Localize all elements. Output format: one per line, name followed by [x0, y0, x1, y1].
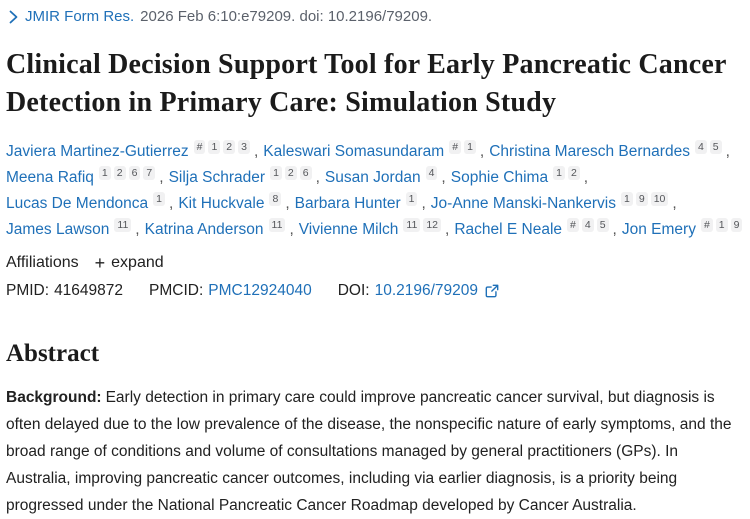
- affiliation-superscript[interactable]: 1: [464, 140, 476, 154]
- author-superscripts: [406, 195, 421, 212]
- author-link[interactable]: Jo-Anne Manski-Nankervis: [430, 195, 616, 212]
- affiliation-superscript[interactable]: 2: [223, 140, 235, 154]
- affiliation-superscript[interactable]: #: [701, 218, 713, 232]
- author-link[interactable]: Javiera Martinez-Gutierrez: [6, 143, 189, 160]
- affiliation-superscript[interactable]: 6: [129, 166, 141, 180]
- pmid-group: [6, 281, 123, 301]
- affiliation-superscript[interactable]: #: [567, 218, 579, 232]
- author-superscripts: [114, 221, 134, 238]
- author-superscripts: [621, 195, 671, 212]
- author-separator: ,: [725, 143, 730, 160]
- author-separator: ,: [421, 195, 426, 212]
- author-link[interactable]: Susan Jordan: [324, 169, 421, 186]
- doi-group: [338, 281, 499, 301]
- author-separator: ,: [612, 221, 617, 238]
- affiliation-superscript[interactable]: 1: [99, 166, 111, 180]
- author-separator: ,: [672, 195, 677, 212]
- author-superscripts: [99, 169, 158, 186]
- affiliations-label: Affiliations: [6, 254, 79, 271]
- affiliations-expand-button[interactable]: [95, 252, 164, 274]
- doi-label: DOI:: [337, 282, 370, 299]
- affiliation-superscript[interactable]: 6: [300, 166, 312, 180]
- affiliation-superscript[interactable]: 11: [403, 218, 420, 232]
- article-title: Clinical Decision Support Tool for Early Pancreatic Cancer Detection in Primary Care: Simulation Study: [6, 49, 727, 118]
- pmcid-label: PMCID:: [149, 282, 204, 299]
- author-separator: ,: [479, 143, 485, 160]
- author-superscripts: [153, 195, 168, 212]
- author-link[interactable]: Katrina Anderson: [144, 221, 264, 238]
- affiliation-superscript[interactable]: 1: [406, 192, 418, 206]
- identifiers-row: [6, 281, 746, 301]
- affiliation-superscript[interactable]: 11: [114, 218, 131, 232]
- author-separator: ,: [135, 221, 140, 238]
- affiliation-superscript[interactable]: 1: [153, 192, 165, 206]
- expand-label: expand: [111, 254, 164, 271]
- chevron-right-icon[interactable]: [8, 10, 19, 24]
- affiliations-row: [6, 252, 746, 274]
- citation-details: 2026 Feb 6:10:e79209. doi: 10.2196/79209.: [140, 8, 433, 25]
- author-link[interactable]: Silja Schrader: [168, 169, 266, 186]
- author-separator: ,: [445, 221, 450, 238]
- affiliation-superscript[interactable]: 3: [238, 140, 250, 154]
- author-link[interactable]: Barbara Hunter: [294, 195, 401, 212]
- affiliation-superscript[interactable]: 5: [710, 140, 722, 154]
- external-link-icon[interactable]: [485, 284, 499, 298]
- author-separator: ,: [169, 195, 174, 212]
- affiliation-superscript[interactable]: 1: [621, 192, 633, 206]
- author-separator: ,: [441, 169, 446, 186]
- affiliation-superscript[interactable]: #: [194, 140, 206, 154]
- affiliation-superscript[interactable]: 1: [208, 140, 220, 154]
- author-separator: ,: [285, 195, 290, 212]
- pmid-label: PMID:: [6, 282, 50, 299]
- author-line: [6, 217, 746, 243]
- author-link[interactable]: Rachel E Neale: [454, 221, 563, 238]
- affiliation-superscript[interactable]: 4: [695, 140, 707, 154]
- author-link[interactable]: Kit Huckvale: [178, 195, 265, 212]
- affiliation-superscript[interactable]: 2: [285, 166, 297, 180]
- affiliation-superscript[interactable]: 7: [143, 166, 155, 180]
- author-list: [6, 139, 746, 243]
- author-link[interactable]: James Lawson: [6, 221, 110, 238]
- affiliation-superscript[interactable]: 4: [582, 218, 594, 232]
- affiliation-superscript[interactable]: 4: [426, 166, 438, 180]
- affiliation-superscript[interactable]: 2: [114, 166, 126, 180]
- author-superscripts: [269, 221, 289, 238]
- author-link[interactable]: Christina Maresch Bernardes: [489, 143, 690, 160]
- affiliation-superscript[interactable]: 10: [651, 192, 669, 206]
- author-link[interactable]: Meena Rafiq: [6, 169, 94, 186]
- plus-icon: +: [94, 253, 106, 273]
- author-separator: ,: [289, 221, 294, 238]
- author-superscripts: [449, 143, 479, 160]
- affiliation-superscript[interactable]: 1: [716, 218, 728, 232]
- abstract-paragraph: [6, 384, 746, 519]
- affiliation-superscript[interactable]: 5: [597, 218, 609, 232]
- author-link[interactable]: Kaleswari Somasundaram: [263, 143, 445, 160]
- affiliation-superscript[interactable]: 8: [269, 192, 281, 206]
- author-link[interactable]: Lucas De Mendonca: [6, 195, 149, 212]
- author-line: [6, 191, 746, 217]
- author-link[interactable]: Jon Emery: [621, 221, 696, 238]
- author-superscripts: [426, 169, 441, 186]
- journal-citation: [8, 8, 746, 26]
- doi-link[interactable]: 10.2196/79209: [374, 282, 479, 299]
- author-superscripts: [194, 143, 253, 160]
- author-superscripts: [701, 221, 746, 238]
- affiliation-superscript[interactable]: 11: [269, 218, 286, 232]
- author-separator: ,: [315, 169, 320, 186]
- affiliation-superscript[interactable]: 1: [553, 166, 565, 180]
- pmcid-group: [149, 281, 312, 301]
- affiliation-superscript[interactable]: 2: [568, 166, 580, 180]
- affiliation-superscript[interactable]: 12: [423, 218, 441, 232]
- background-label: Background:: [6, 389, 102, 406]
- author-superscripts: [553, 169, 583, 186]
- author-line: [6, 165, 746, 191]
- affiliation-superscript[interactable]: 9: [731, 218, 743, 232]
- author-link[interactable]: Vivienne Milch: [298, 221, 399, 238]
- pmid-value: 41649872: [54, 282, 124, 299]
- author-separator: ,: [159, 169, 164, 186]
- pmcid-link[interactable]: PMC12924040: [208, 282, 312, 299]
- author-line: [6, 139, 746, 165]
- author-separator: ,: [253, 143, 259, 160]
- author-superscripts: [403, 221, 444, 238]
- author-separator: ,: [583, 169, 589, 186]
- author-superscripts: [270, 169, 315, 186]
- abstract-heading: Abstract: [6, 340, 100, 367]
- author-superscripts: [269, 195, 284, 212]
- background-text: Early detection in primary care could improve pancreatic cancer survival, but diagnosis is often delayed due to the low prevalence of the disease, the nonspecific nature of early symptoms, and the broad range of conditions and volume of consultations managed by general practitioners (GPs). In Australia, improving pancreatic cancer outcomes, including via earlier diagnosis, is a priority being progressed under the National Pancreatic Cancer Roadmap developed by Cancer Australia.: [6, 389, 732, 514]
- author-link[interactable]: Sophie Chima: [450, 169, 549, 186]
- affiliation-superscript[interactable]: #: [449, 140, 461, 154]
- author-superscripts: [695, 143, 725, 160]
- journal-link[interactable]: JMIR Form Res.: [25, 8, 135, 25]
- affiliation-superscript[interactable]: 9: [636, 192, 648, 206]
- affiliation-superscript[interactable]: 1: [270, 166, 282, 180]
- author-superscripts: [567, 221, 612, 238]
